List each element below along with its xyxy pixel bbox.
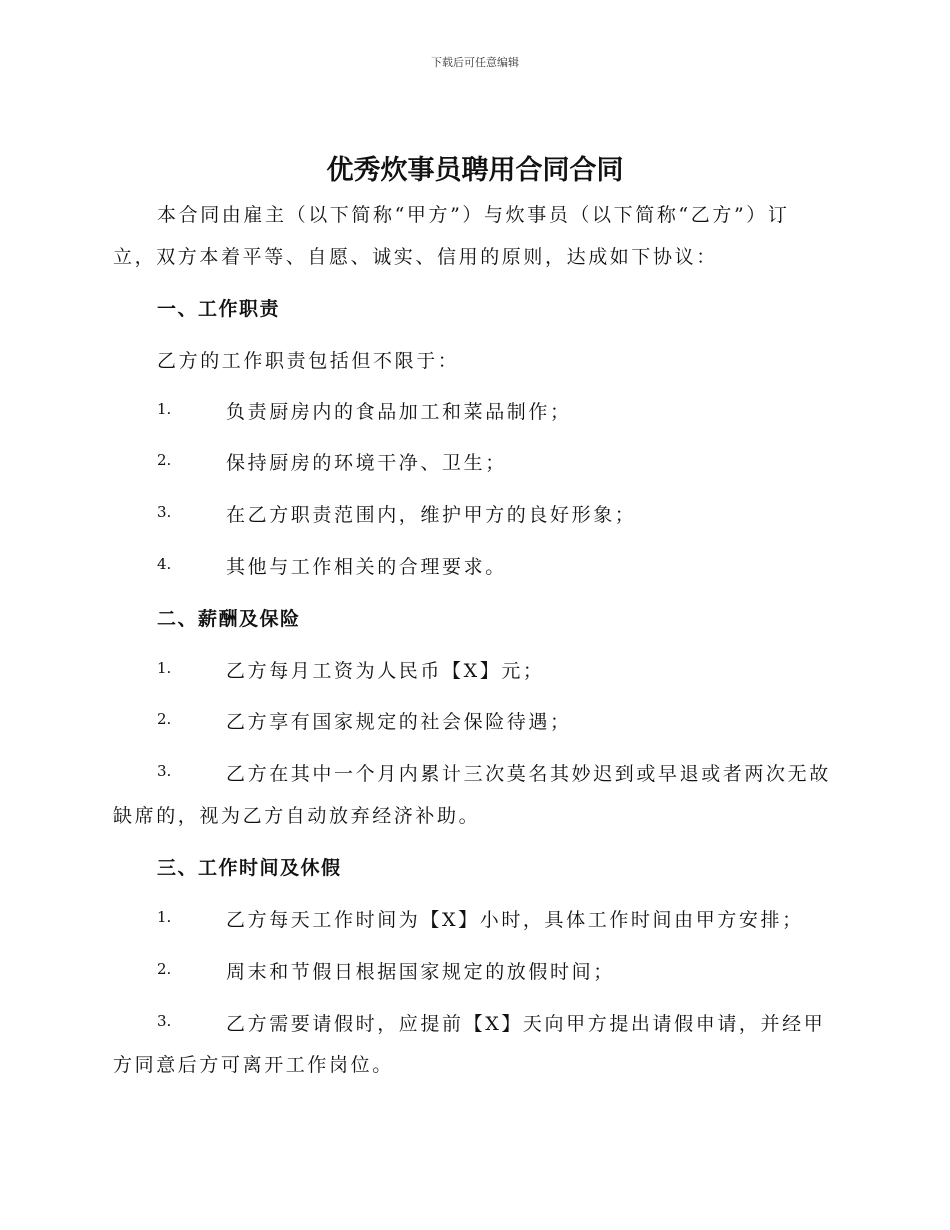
list-item-number: 2.: [157, 960, 172, 978]
list-item-text: 乙方需要请假时，应提前【X】天向甲方提出请假申请，并经甲: [226, 1013, 826, 1035]
intro-line-2: 立，双方本着平等、自愿、诚实、信用的原则，达成如下协议：: [113, 246, 718, 268]
list-item-text-continued: 缺席的，视为乙方自动放弃经济补助。: [113, 805, 481, 827]
list-item-number: 1.: [157, 400, 172, 418]
section-lead-duties: 乙方的工作职责包括但不限于：: [157, 350, 460, 372]
list-item-number: 1.: [157, 908, 172, 926]
list-item-text: 乙方在其中一个月内累计三次莫名其妙迟到或早退或者两次无故: [226, 763, 831, 785]
section-heading-duties: 一、工作职责: [157, 298, 281, 320]
list-item-text: 乙方享有国家规定的社会保险待遇；: [226, 711, 572, 733]
list-item-text: 乙方每月工资为人民币【X】元；: [226, 660, 545, 682]
list-item-text: 负责厨房内的食品加工和菜品制作；: [226, 401, 572, 423]
section-heading-hours: 三、工作时间及休假: [157, 857, 342, 879]
list-item-number: 3.: [157, 1012, 172, 1030]
list-item-number: 4.: [157, 555, 172, 573]
list-item-number: 1.: [157, 659, 172, 677]
list-item-text: 周末和节假日根据国家规定的放假时间；: [226, 961, 615, 983]
list-item-number: 2.: [157, 710, 172, 728]
document-title: 优秀炊事员聘用合同合同: [326, 155, 624, 186]
intro-line-1: 本合同由雇主（以下简称“甲方”）与炊事员（以下简称“乙方”）订: [157, 204, 790, 226]
list-item-text: 乙方每天工作时间为【X】小时，具体工作时间由甲方安排；: [226, 909, 804, 931]
list-item-text: 其他与工作相关的合理要求。: [226, 556, 507, 578]
list-item-text: 保持厨房的环境干净、卫生；: [226, 452, 507, 474]
list-item-number: 3.: [157, 762, 172, 780]
header-note: 下载后可任意编辑: [431, 56, 519, 69]
list-item-text: 在乙方职责范围内，维护甲方的良好形象；: [226, 504, 637, 526]
list-item-text-continued: 方同意后方可离开工作岗位。: [113, 1054, 394, 1076]
list-item-number: 3.: [157, 503, 172, 521]
section-heading-salary: 二、薪酬及保险: [157, 608, 301, 630]
list-item-number: 2.: [157, 451, 172, 469]
